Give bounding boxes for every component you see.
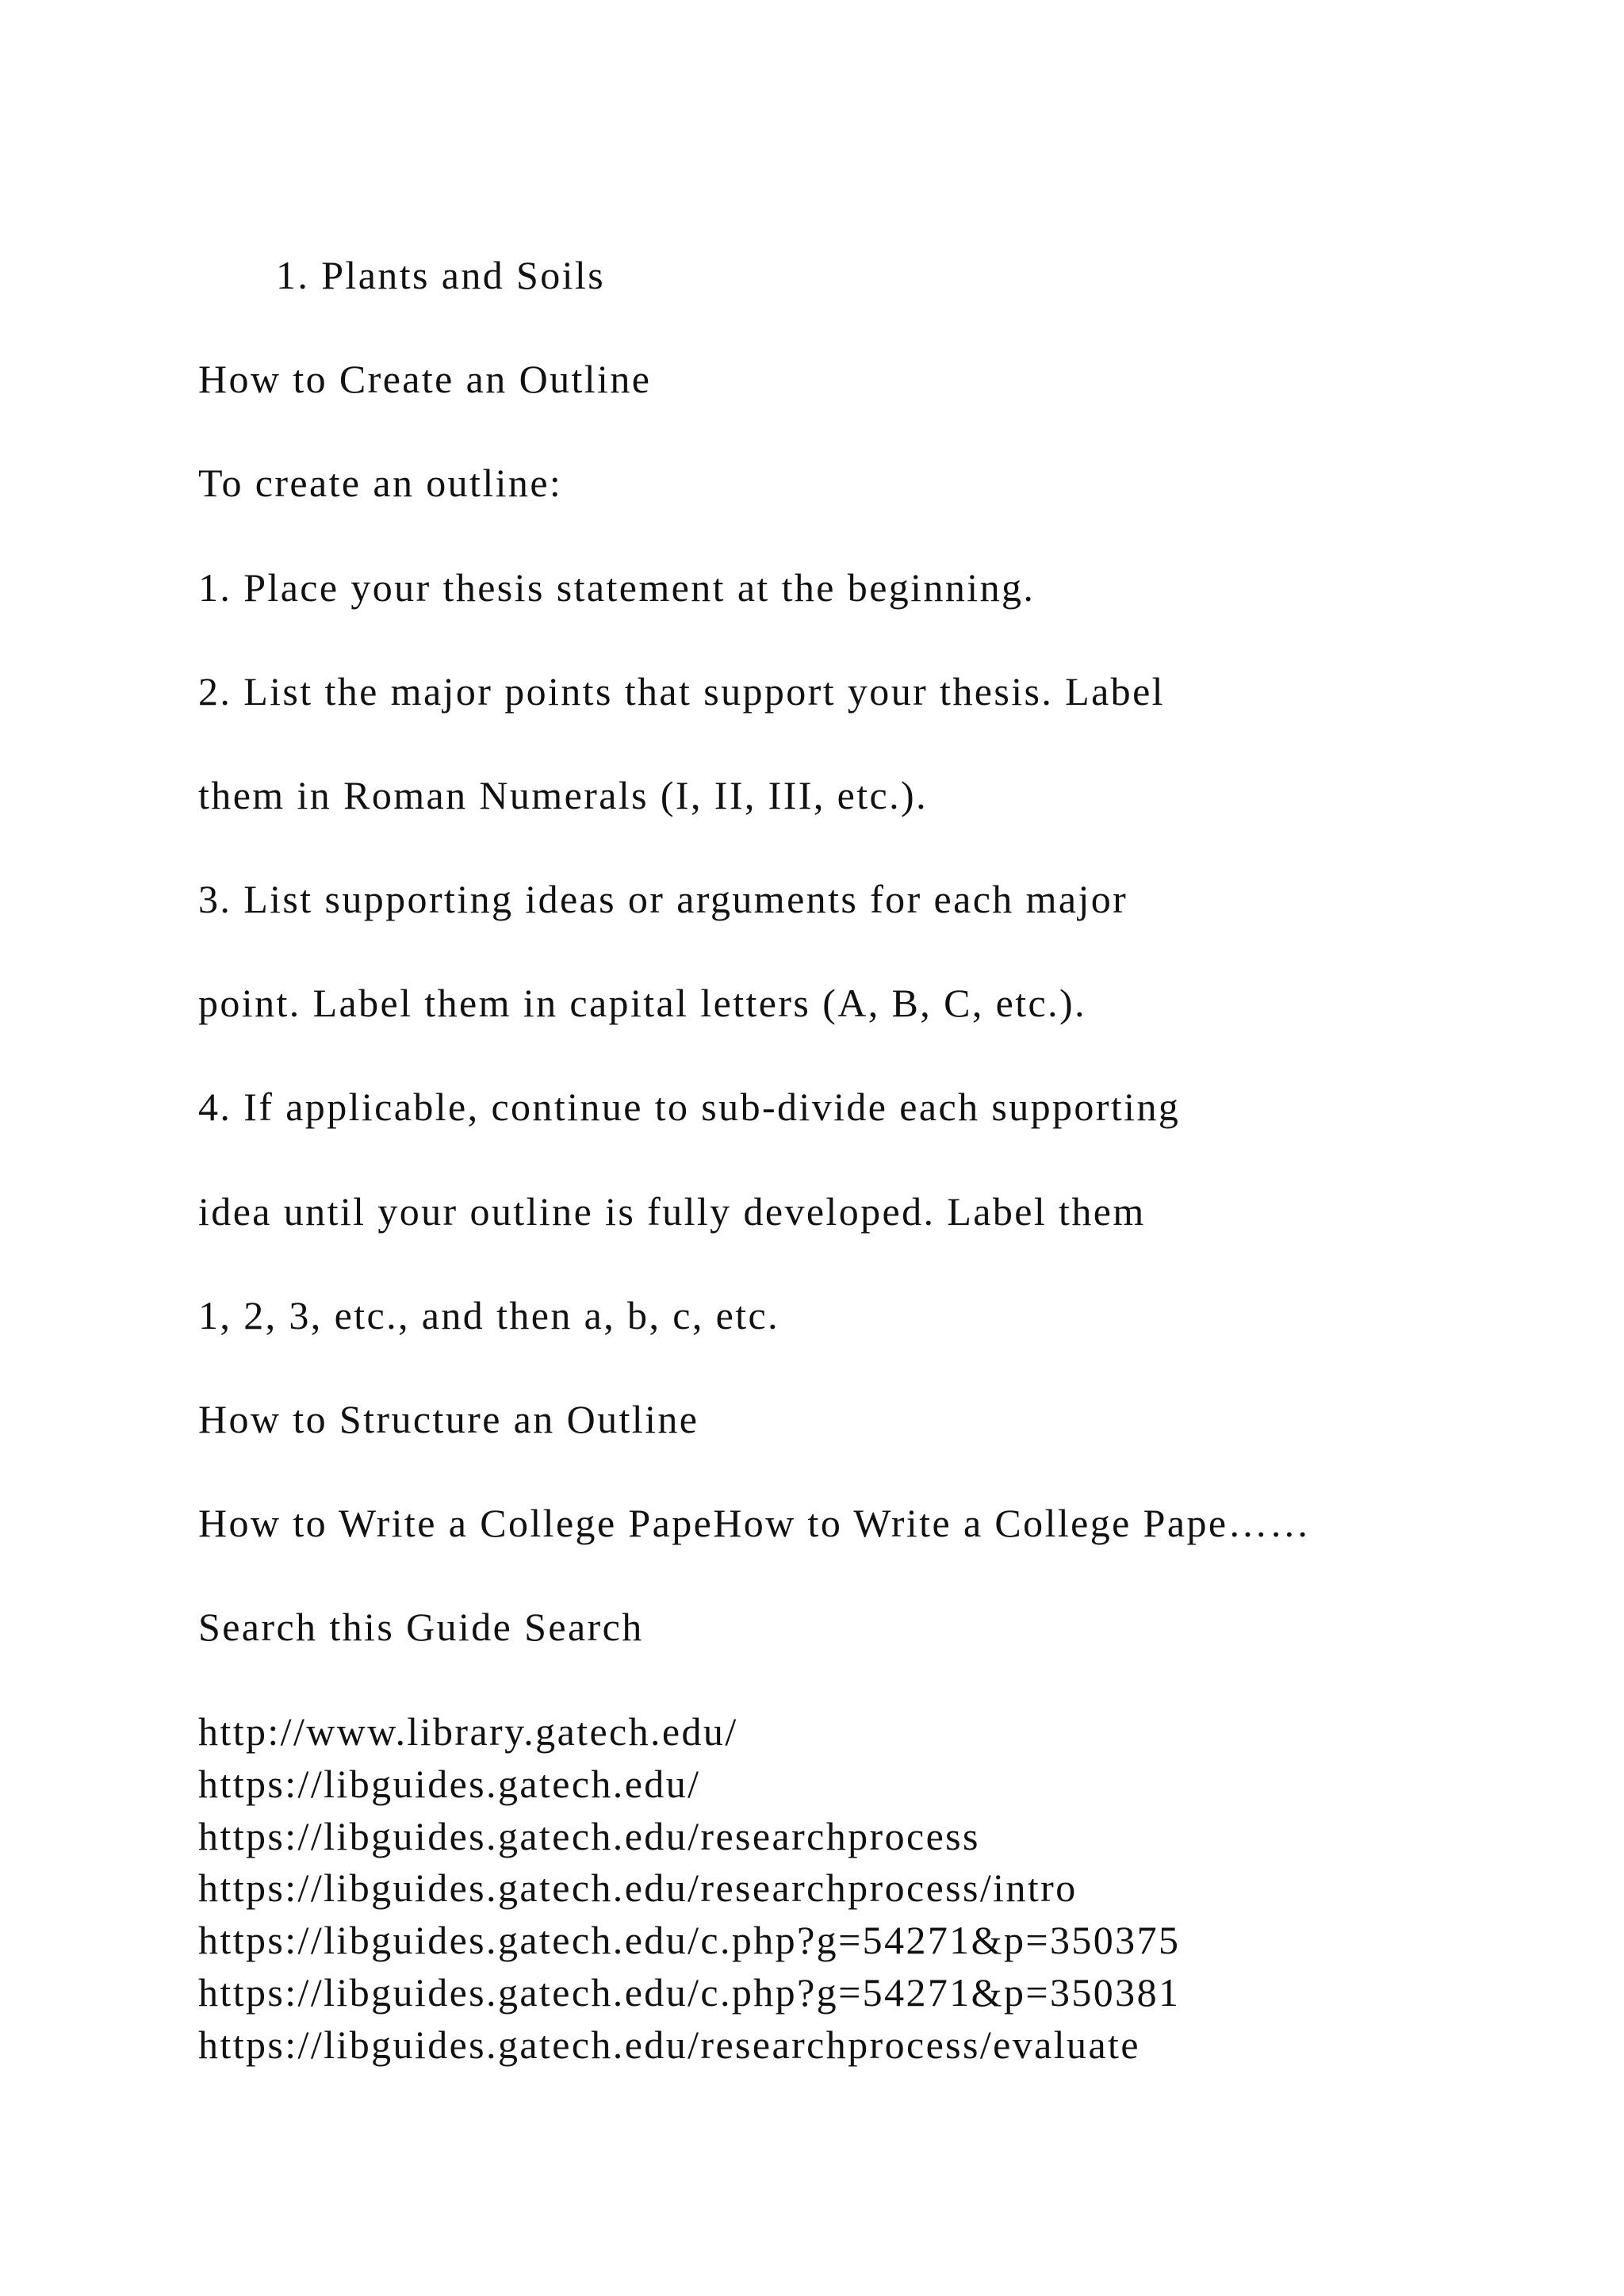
step-1-text: 1. Place your thesis statement at the beginning. [198, 565, 1036, 610]
step-4-text-line-1: 4. If applicable, continue to sub-divide each supporting [198, 1085, 1181, 1129]
paragraph-search-guide: Search this Guide Search [198, 1605, 644, 1649]
step-3-text-line-1: 3. List supporting ideas or arguments for each major [198, 877, 1128, 921]
paragraph-intro: To create an outline: [198, 461, 563, 505]
link-url-3[interactable]: https://libguides.gatech.edu/researchprocess [198, 1814, 980, 1858]
link-url-5[interactable]: https://libguides.gatech.edu/c.php?g=54271&p=350375 [198, 1918, 1181, 1962]
link-url-4[interactable]: https://libguides.gatech.edu/researchprocess/intro [198, 1866, 1078, 1910]
heading-how-to-create-an-outline: How to Create an Outline [198, 357, 652, 401]
link-url-1[interactable]: http://www.library.gatech.edu/ [198, 1709, 738, 1754]
link-url-7[interactable]: https://libguides.gatech.edu/researchprocess/evaluate [198, 2022, 1140, 2067]
step-2-text-line-2: them in Roman Numerals (I, II, III, etc.). [198, 773, 928, 817]
link-url-2[interactable]: https://libguides.gatech.edu/ [198, 1762, 701, 1806]
paragraph-college-paper: How to Write a College PapeHow to Write a College Pape…… [198, 1501, 1312, 1545]
step-4-text-line-2: idea until your outline is fully developed. Label them [198, 1189, 1146, 1234]
link-url-6[interactable]: https://libguides.gatech.edu/c.php?g=54271&p=350381 [198, 1970, 1181, 2015]
list-heading-plants-and-soils: 1. Plants and Soils [276, 253, 606, 297]
step-2-text-line-1: 2. List the major points that support your thesis. Label [198, 669, 1165, 714]
step-4-text-line-3: 1, 2, 3, etc., and then a, b, c, etc. [198, 1293, 780, 1337]
heading-how-to-structure-an-outline: How to Structure an Outline [198, 1397, 699, 1441]
step-3-text-line-2: point. Label them in capital letters (A, B, C, etc.). [198, 981, 1086, 1025]
